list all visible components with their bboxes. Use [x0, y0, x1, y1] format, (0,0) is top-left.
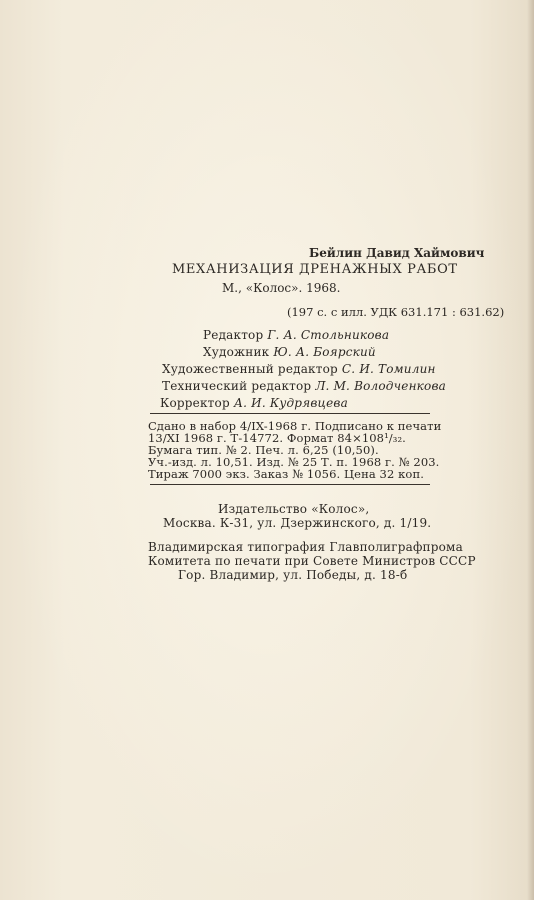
credit-role: Корректор	[160, 396, 230, 410]
page-edge-shadow	[527, 0, 534, 900]
credit-person: А. И. Кудрявцева	[233, 396, 348, 410]
credit-artist	[203, 345, 376, 359]
imprint-line: Тираж 7000 экз. Заказ № 1056. Цена 32 коп.	[148, 467, 424, 481]
printer-line: Комитета по печати при Совете Министров СССР	[148, 554, 476, 568]
divider-bottom	[150, 484, 430, 485]
credit-proofreader	[160, 396, 348, 410]
printer-address: Гор. Владимир, ул. Победы, д. 18-б	[178, 568, 408, 582]
udk-line: (197 с. с илл. УДК 631.171 : 631.62)	[287, 305, 505, 319]
credit-role: Художник	[203, 345, 270, 359]
publisher-name: Издательство «Колос»,	[218, 502, 370, 516]
credit-person: Ю. А. Боярский	[273, 345, 376, 359]
credit-role: Художественный редактор	[162, 362, 338, 376]
credit-tech-editor	[162, 379, 446, 393]
credit-role: Редактор	[203, 328, 264, 342]
imprint-line: Сдано в набор 4/IX-1968 г. Подписано к печати	[148, 419, 442, 433]
author-name: Бейлин Давид Хаймович	[309, 246, 485, 260]
divider-top	[150, 413, 430, 414]
publisher-address: Москва. К-31, ул. Дзержинского, д. 1/19.	[163, 516, 432, 530]
publication-info: М., «Колос». 1968.	[222, 281, 341, 295]
imprint-line: Уч.-изд. л. 10,51. Изд. № 25 Т. п. 1968 г. № 203.	[148, 455, 440, 469]
imprint-line: 13/XI 1968 г. Т-14772. Формат 84×108¹/₃₂.	[148, 431, 406, 445]
credit-art-editor	[162, 362, 436, 376]
credit-person: Г. А. Стольникова	[267, 328, 390, 342]
credit-person: С. И. Томилин	[341, 362, 436, 376]
printer-line: Владимирская типография Главполиграфпрома	[148, 540, 463, 554]
credit-role: Технический редактор	[162, 379, 312, 393]
book-title: МЕХАНИЗАЦИЯ ДРЕНАЖНЫХ РАБОТ	[172, 262, 458, 277]
imprint-line: Бумага тип. № 2. Печ. л. 6,25 (10,50).	[148, 443, 379, 457]
credit-person: Л. М. Володченкова	[315, 379, 447, 393]
credit-editor	[203, 328, 389, 342]
